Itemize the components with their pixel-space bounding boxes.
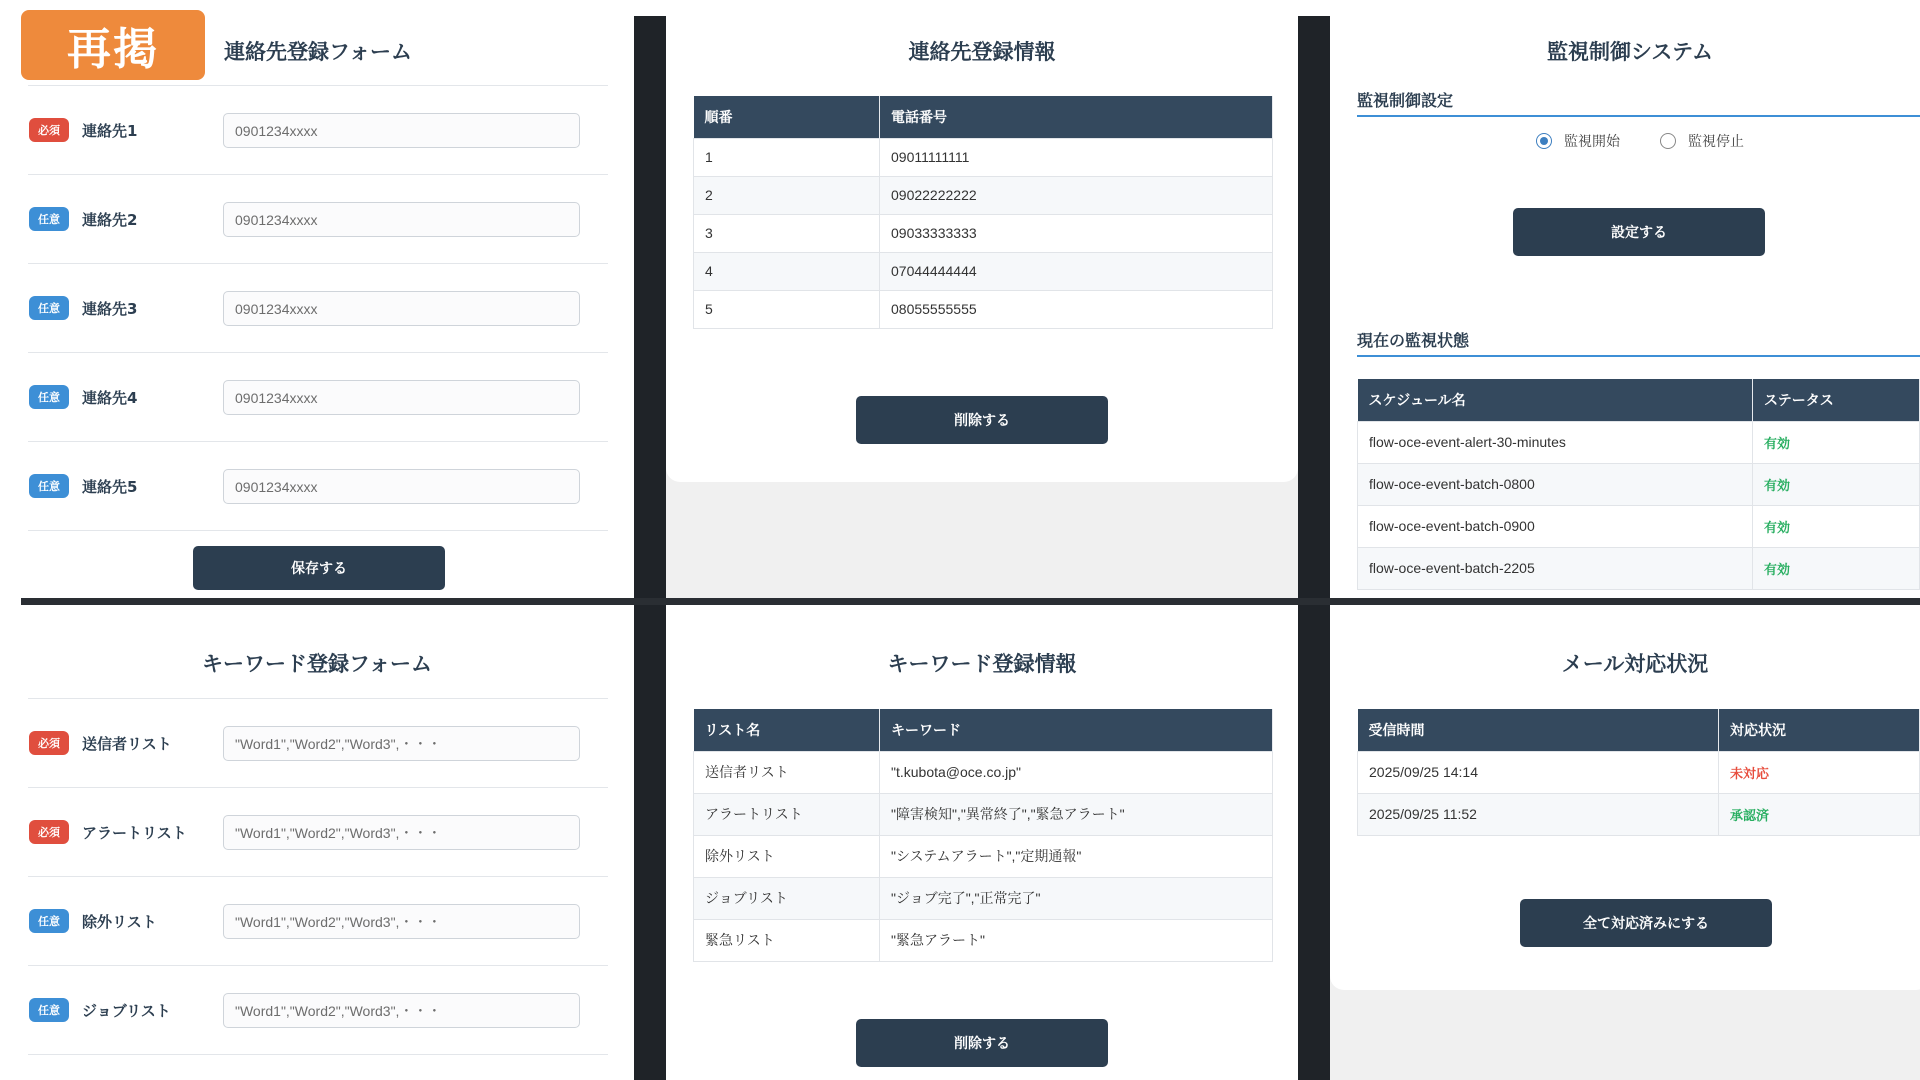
table-row <box>1358 793 1920 835</box>
text-input[interactable] <box>223 815 580 850</box>
keyword-table <box>693 709 1273 962</box>
table-row <box>694 793 1273 835</box>
form-row <box>0 788 634 877</box>
radio-start-option[interactable] <box>1536 131 1620 151</box>
mail-status-panel <box>1330 605 1920 1080</box>
divider <box>1357 355 1920 357</box>
table-row <box>1358 463 1920 505</box>
table-row <box>694 290 1273 328</box>
set-monitor-button[interactable]: 設定する <box>1513 208 1765 256</box>
table-header: ステータス <box>1753 379 1920 421</box>
required-badge: 必須 <box>29 118 69 142</box>
table-cell: "システムアラート","定期通報" <box>880 835 1273 877</box>
keyword-form-panel <box>0 605 634 1080</box>
monitor-title: 監視制御システム <box>1547 40 1713 64</box>
form-row <box>0 699 634 788</box>
schedule-table <box>1357 379 1920 590</box>
table-row <box>694 877 1273 919</box>
table-header: 対応状況 <box>1719 709 1920 751</box>
table-cell: 緊急リスト <box>694 919 880 961</box>
optional-badge: 任意 <box>29 296 69 320</box>
monitor-panel <box>1330 0 1920 598</box>
table-cell: ジョブリスト <box>694 877 880 919</box>
status-badge: 有効 <box>1753 463 1920 505</box>
status-badge: 有効 <box>1753 505 1920 547</box>
monitor-settings-heading: 監視制御設定 <box>1357 91 1454 110</box>
contact-table <box>693 96 1273 329</box>
table-cell: 2 <box>694 176 880 214</box>
table-row <box>1358 751 1920 793</box>
table-row <box>1358 421 1920 463</box>
divider <box>28 530 608 531</box>
delete-keywords-button[interactable]: 削除する <box>856 1019 1108 1067</box>
status-badge: 有効 <box>1753 547 1920 589</box>
repost-badge: 再掲 <box>21 10 205 80</box>
mark-all-done-button[interactable]: 全て対応済みにする <box>1520 899 1772 947</box>
status-badge: 承認済 <box>1719 793 1920 835</box>
field-label: アラートリスト <box>82 824 187 842</box>
table-row <box>694 176 1273 214</box>
table-cell: "緊急アラート" <box>880 919 1273 961</box>
table-cell: 送信者リスト <box>694 751 880 793</box>
table-cell: 除外リスト <box>694 835 880 877</box>
table-row <box>694 751 1273 793</box>
table-header: リスト名 <box>694 709 880 751</box>
text-input[interactable] <box>223 291 580 326</box>
table-cell: "ジョブ完了","正常完了" <box>880 877 1273 919</box>
field-label: ジョブリスト <box>82 1002 171 1020</box>
table-cell: 4 <box>694 252 880 290</box>
monitor-status-heading: 現在の監視状態 <box>1357 331 1470 350</box>
divider <box>28 1054 608 1055</box>
text-input[interactable] <box>223 380 580 415</box>
table-row <box>1358 547 1920 589</box>
table-header: 電話番号 <box>880 96 1273 138</box>
keyword-info-panel <box>666 605 1298 1080</box>
divider <box>634 16 666 1080</box>
table-cell: 09033333333 <box>880 214 1273 252</box>
optional-badge: 任意 <box>29 998 69 1022</box>
contact-info-title: 連絡先登録情報 <box>908 40 1056 64</box>
table-cell: "t.kubota@oce.co.jp" <box>880 751 1273 793</box>
table-cell: 08055555555 <box>880 290 1273 328</box>
optional-badge: 任意 <box>29 474 69 498</box>
text-input[interactable] <box>223 904 580 939</box>
table-cell: flow-oce-event-batch-2205 <box>1358 547 1753 589</box>
optional-badge: 任意 <box>29 909 69 933</box>
table-cell: flow-oce-event-batch-0900 <box>1358 505 1753 547</box>
table-cell: 1 <box>694 138 880 176</box>
form-row <box>0 877 634 966</box>
radio-unchecked-icon[interactable] <box>1660 133 1676 149</box>
table-cell: 2025/09/25 11:52 <box>1358 793 1719 835</box>
table-row <box>694 214 1273 252</box>
table-row <box>694 252 1273 290</box>
form-row <box>0 175 634 264</box>
field-label: 連絡先2 <box>82 211 138 229</box>
field-label: 送信者リスト <box>82 735 172 753</box>
radio-stop-label: 監視停止 <box>1688 134 1744 150</box>
form-row <box>0 353 634 442</box>
text-input[interactable] <box>223 726 580 761</box>
divider <box>1357 115 1920 117</box>
table-row <box>1358 505 1920 547</box>
keyword-form-title: キーワード登録フォーム <box>202 652 432 676</box>
form-row <box>0 442 634 531</box>
text-input[interactable] <box>223 993 580 1028</box>
divider <box>1298 16 1330 1080</box>
table-cell: 2025/09/25 14:14 <box>1358 751 1719 793</box>
mail-table <box>1357 709 1920 836</box>
radio-checked-icon[interactable] <box>1536 133 1552 149</box>
table-cell: アラートリスト <box>694 793 880 835</box>
required-badge: 必須 <box>29 820 69 844</box>
table-cell: 3 <box>694 214 880 252</box>
table-cell: flow-oce-event-alert-30-minutes <box>1358 421 1753 463</box>
table-cell: "障害検知","異常終了","緊急アラート" <box>880 793 1273 835</box>
form-row <box>0 86 634 175</box>
table-cell: 09011111111 <box>880 138 1273 176</box>
table-header: 受信時間 <box>1358 709 1719 751</box>
field-label: 除外リスト <box>82 913 157 931</box>
radio-stop-option[interactable] <box>1660 131 1744 151</box>
delete-contacts-button[interactable]: 削除する <box>856 396 1108 444</box>
field-label: 連絡先4 <box>82 389 138 407</box>
table-row <box>694 919 1273 961</box>
field-label: 連絡先1 <box>82 122 138 140</box>
keyword-info-title: キーワード登録情報 <box>887 652 1077 676</box>
table-cell: 09022222222 <box>880 176 1273 214</box>
table-row <box>694 138 1273 176</box>
status-badge: 有効 <box>1753 421 1920 463</box>
field-label: 連絡先5 <box>82 478 138 496</box>
field-label: 連絡先3 <box>82 300 138 318</box>
contact-info-panel <box>666 16 1298 598</box>
form-row <box>0 264 634 353</box>
text-input[interactable] <box>223 469 580 504</box>
optional-badge: 任意 <box>29 207 69 231</box>
table-header: スケジュール名 <box>1358 379 1753 421</box>
contact-form-title: 連絡先登録フォーム <box>224 40 412 64</box>
text-input[interactable] <box>223 113 580 148</box>
table-row <box>694 835 1273 877</box>
status-badge: 未対応 <box>1719 751 1920 793</box>
table-cell: flow-oce-event-batch-0800 <box>1358 463 1753 505</box>
table-header: 順番 <box>694 96 880 138</box>
radio-start-label: 監視開始 <box>1564 134 1620 150</box>
form-row <box>0 966 634 1055</box>
table-cell: 07044444444 <box>880 252 1273 290</box>
required-badge: 必須 <box>29 731 69 755</box>
divider <box>21 598 1920 605</box>
contact-form-panel <box>0 0 634 598</box>
optional-badge: 任意 <box>29 385 69 409</box>
mail-status-title: メール対応状況 <box>1561 652 1709 676</box>
text-input[interactable] <box>223 202 580 237</box>
table-cell: 5 <box>694 290 880 328</box>
save-button[interactable]: 保存する <box>193 546 445 590</box>
table-header: キーワード <box>880 709 1273 751</box>
